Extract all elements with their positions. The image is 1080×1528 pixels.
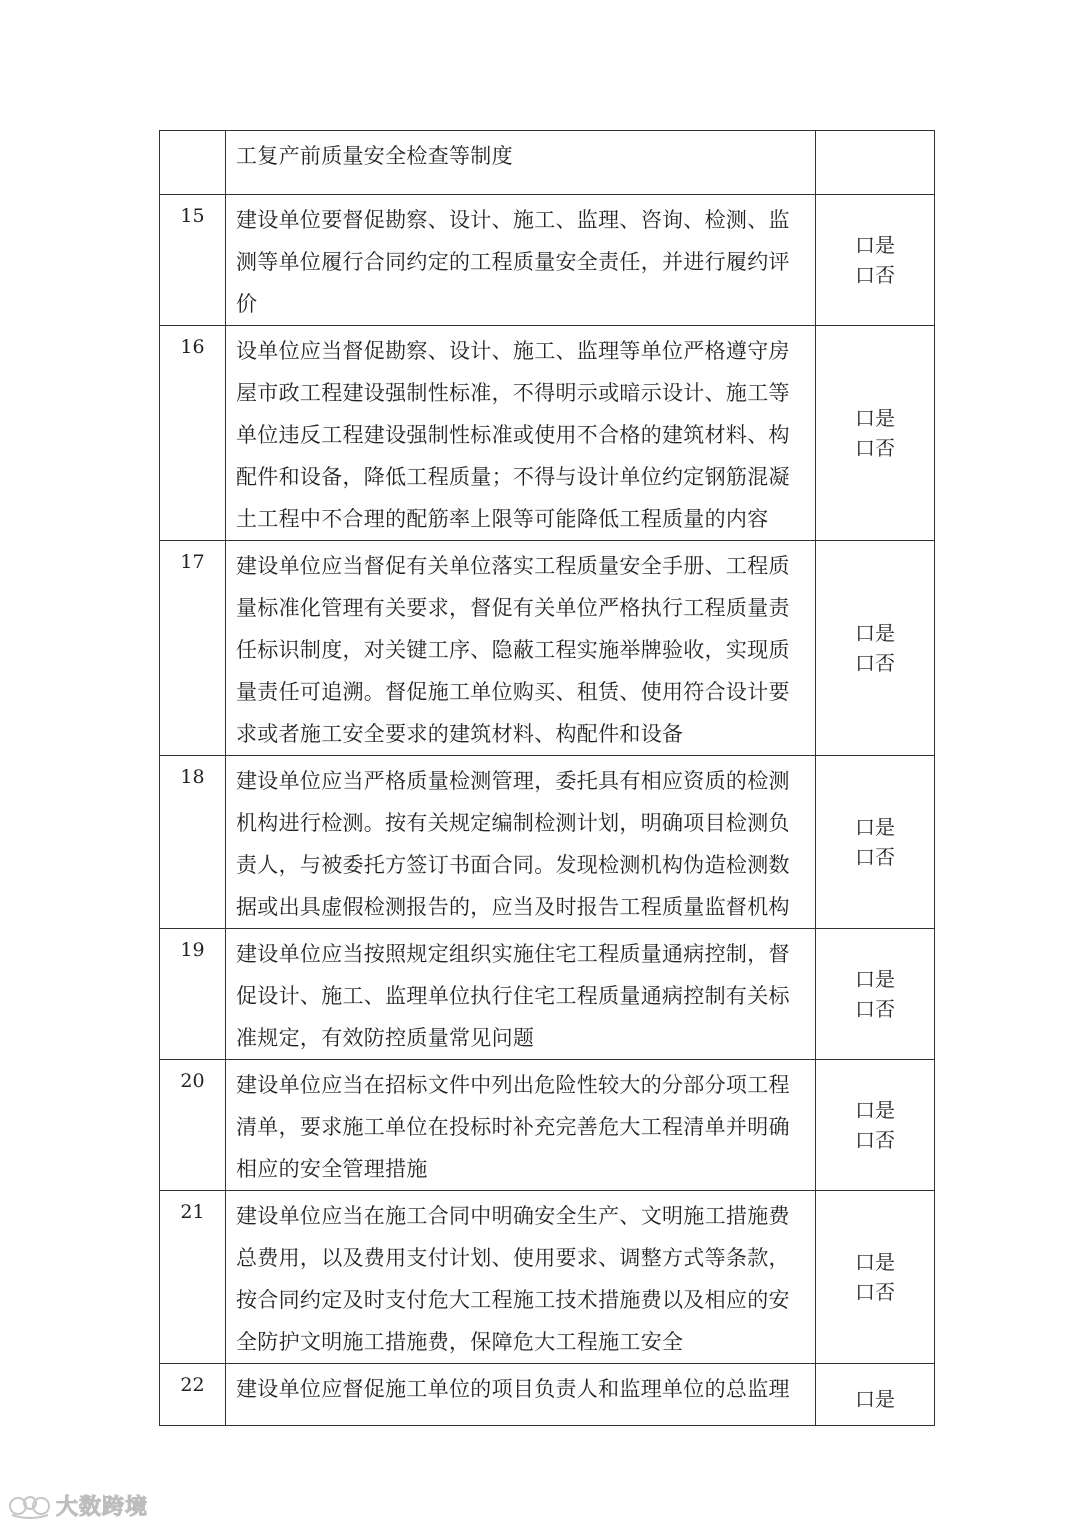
- no-checkbox[interactable]: 口否: [855, 263, 895, 287]
- row-requirement-text: 建设单位应当在施工合同中明确安全生产、文明施工措施费总费用，以及费用支付计划、使用要求、调整方式等条款，按合同约定及时支付危大工程施工技术措施费以及相应的安全防护文明施工措施费，保障危大工程施工安全: [226, 1191, 816, 1364]
- no-checkbox[interactable]: 口否: [855, 997, 895, 1021]
- yes-checkbox[interactable]: 口是: [855, 1250, 895, 1274]
- yes-checkbox[interactable]: 口是: [855, 233, 895, 257]
- yes-checkbox[interactable]: 口是: [855, 1098, 895, 1122]
- row-checkbox-cell: [816, 131, 935, 195]
- checklist-table: [159, 130, 935, 1426]
- no-checkbox[interactable]: 口否: [855, 651, 895, 675]
- brand-logo-icon: [8, 1491, 52, 1521]
- row-checkbox-cell: [816, 1191, 935, 1364]
- row-number: [160, 131, 226, 195]
- row-number: 20: [160, 1060, 226, 1191]
- watermark-text: 大数跨境: [56, 1495, 149, 1520]
- document-page: [159, 130, 934, 1426]
- table-row: [160, 195, 935, 326]
- yes-checkbox[interactable]: 口是: [855, 967, 895, 991]
- row-requirement-text: 建设单位应当按照规定组织实施住宅工程质量通病控制，督促设计、施工、监理单位执行住宅工程质量通病控制有关标准规定，有效防控质量常见问题: [226, 929, 816, 1060]
- row-number: 16: [160, 326, 226, 541]
- table-row: [160, 1364, 935, 1426]
- table-row: [160, 131, 935, 195]
- row-checkbox-cell: [816, 326, 935, 541]
- row-number: 22: [160, 1364, 226, 1426]
- table-row: [160, 929, 935, 1060]
- row-requirement-text: 建设单位要督促勘察、设计、施工、监理、咨询、检测、监测等单位履行合同约定的工程质量安全责任，并进行履约评价: [226, 195, 816, 326]
- no-checkbox[interactable]: 口否: [855, 1128, 895, 1152]
- table-row: [160, 1060, 935, 1191]
- row-checkbox-cell: [816, 195, 935, 326]
- yes-checkbox[interactable]: 口是: [855, 815, 895, 839]
- yes-checkbox[interactable]: 口是: [855, 1387, 895, 1411]
- row-number: 17: [160, 541, 226, 756]
- table-row: [160, 326, 935, 541]
- row-number: 15: [160, 195, 226, 326]
- row-requirement-text: 建设单位应当督促有关单位落实工程质量安全手册、工程质量标准化管理有关要求，督促有关单位严格执行工程质量责任标识制度，对关键工序、隐蔽工程实施举牌验收，实现质量责任可追溯。督促施工单位购买、租赁、使用符合设计要求或者施工安全要求的建筑材料、构配件和设备: [226, 541, 816, 756]
- no-checkbox[interactable]: 口否: [855, 436, 895, 460]
- row-checkbox-cell: [816, 1364, 935, 1426]
- table-row: [160, 541, 935, 756]
- row-number: 21: [160, 1191, 226, 1364]
- row-requirement-text: 设单位应当督促勘察、设计、施工、监理等单位严格遵守房屋市政工程建设强制性标准，不得明示或暗示设计、施工等单位违反工程建设强制性标准或使用不合格的建筑材料、构配件和设备，降低工程质量；不得与设计单位约定钢筋混凝土工程中不合理的配筋率上限等可能降低工程质量的内容: [226, 326, 816, 541]
- row-number: 18: [160, 756, 226, 929]
- no-checkbox[interactable]: 口否: [855, 845, 895, 869]
- row-checkbox-cell: [816, 929, 935, 1060]
- yes-checkbox[interactable]: 口是: [855, 621, 895, 645]
- table-row: [160, 756, 935, 929]
- row-checkbox-cell: [816, 541, 935, 756]
- row-number: 19: [160, 929, 226, 1060]
- table-row: [160, 1191, 935, 1364]
- row-requirement-text: 工复产前质量安全检查等制度: [226, 131, 816, 195]
- yes-checkbox[interactable]: 口是: [855, 406, 895, 430]
- row-requirement-text: 建设单位应当严格质量检测管理，委托具有相应资质的检测机构进行检测。按有关规定编制检测计划，明确项目检测负责人，与被委托方签订书面合同。发现检测机构伪造检测数据或出具虚假检测报告的，应当及时报告工程质量监督机构: [226, 756, 816, 929]
- row-requirement-text: 建设单位应督促施工单位的项目负责人和监理单位的总监理: [226, 1364, 816, 1426]
- no-checkbox[interactable]: 口否: [855, 1280, 895, 1304]
- row-requirement-text: 建设单位应当在招标文件中列出危险性较大的分部分项工程清单，要求施工单位在投标时补充完善危大工程清单并明确相应的安全管理措施: [226, 1060, 816, 1191]
- watermark: [8, 1490, 148, 1521]
- row-checkbox-cell: [816, 756, 935, 929]
- row-checkbox-cell: [816, 1060, 935, 1191]
